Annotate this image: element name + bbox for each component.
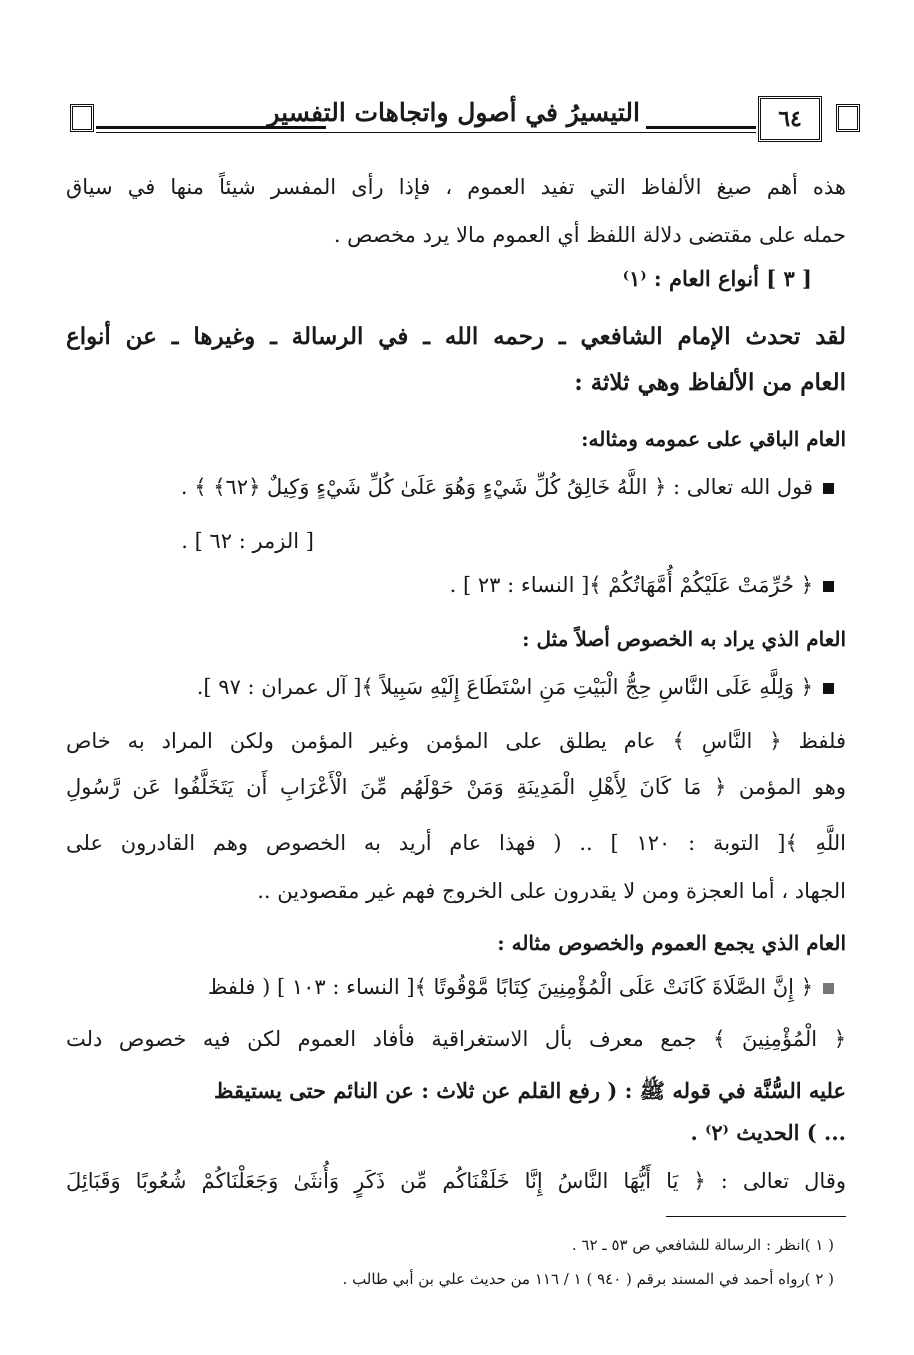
running-header xyxy=(70,96,860,148)
citation: [ الزمر : ٦٢ ] . xyxy=(181,529,314,553)
example-text: ﴿ حُرِّمَتْ عَلَيْكُمْ أُمَّهَاتُكُمْ ﴾[ النساء : ٢٣ ] . xyxy=(449,573,813,597)
example-text: ﴿ وَلِلَّهِ عَلَى النَّاسِ حِجُّ الْبَيْتِ مَنِ اسْتَطَاعَ إِلَيْهِ سَبِيلاً ﴾[ آل عمران : ٩٧ ]. xyxy=(196,675,813,699)
text-line: العام من الألفاظ وهي ثلاثة : xyxy=(574,369,846,396)
header-ornament-right xyxy=(836,104,860,132)
text-line: فلفظ ﴿ النَّاسِ ﴾ عام يطلق على المؤمن وغير المؤمن ولكن المراد به خاص xyxy=(66,729,846,753)
subheading: العام الذي يجمع العموم والخصوص مثاله : xyxy=(497,931,846,955)
example-text: ﴿ إِنَّ الصَّلَاةَ كَانَتْ عَلَى الْمُؤْمِنِينَ كِتَابًا مَّوْقُوتًا ﴾[ النساء : ١٠٣ ] ( فلفظ xyxy=(207,975,813,999)
example-line xyxy=(54,672,834,702)
text-line: اللَّهِ ﴾[ التوبة : ١٢٠ ] .. ( فهذا عام أريد به الخصوص وهم القادرون على xyxy=(66,831,847,855)
header-underline xyxy=(96,132,756,133)
text-line: هذه أهم صيغ الألفاظ التي تفيد العموم ، فإذا رأى المفسر شيئاً منها في سياق xyxy=(66,175,846,199)
example-text: قول الله تعالى : ﴿ اللَّهُ خَالِقُ كُلِّ شَيْءٍ وَهُوَ عَلَىٰ كُلِّ شَيْءٍ وَكِيلٌ ﴿٦٢﴾ ﴾ . xyxy=(180,475,813,499)
square-bullet-icon xyxy=(823,983,834,994)
example-line xyxy=(54,570,834,600)
text-line: لقد تحدث الإمام الشافعي ـ رحمه الله ـ في الرسالة ـ وغيرها ـ عن أنواع xyxy=(66,323,846,350)
text-line: ﴿ الْمُؤْمِنِينَ ﴾ جمع معرف بأل الاستغراقية فأفاد العموم لكن فيه خصوص دلت xyxy=(66,1027,846,1051)
text-line: وهو المؤمن ﴿ مَا كَانَ لِأَهْلِ الْمَدِينَةِ وَمَنْ حَوْلَهُم مِّنَ الْأَعْرَابِ أَن يَتَخَلَّفُوا عَن رَّسُولِ xyxy=(66,775,846,799)
square-bullet-icon xyxy=(823,683,834,694)
footnote: ( ١ )انظر : الرسالة للشافعي ص ٥٣ ـ ٦٢ . xyxy=(571,1236,834,1254)
book-title: التيسيرُ في أصول واتجاهات التفسير xyxy=(267,98,640,127)
text-line: الجهاد ، أما العجزة ومن لا يقدرون على الخروج فهم غير مقصودين .. xyxy=(257,879,846,903)
header-rule xyxy=(646,126,756,129)
footnote-rule xyxy=(666,1216,846,1217)
text-line: ... ) الحديث ⁽٢⁾ . xyxy=(690,1120,846,1145)
header-rule xyxy=(96,126,326,129)
text-line: وقال تعالى : ﴿ يَا أَيُّهَا النَّاسُ إِنَّا خَلَقْنَاكُم مِّن ذَكَرٍ وَأُنثَىٰ وَجَعَلْنَاكُمْ شُعُوبًا وَقَبَائِلَ xyxy=(66,1169,846,1193)
header-ornament-left xyxy=(70,104,94,132)
section-heading: [ ٣ ] أنواع العام : ⁽١⁾ xyxy=(622,266,812,291)
text-line: حمله على مقتضى دلالة اللفظ أي العموم مالا يرد مخصص . xyxy=(333,223,846,247)
subheading: العام الباقي على عمومه ومثاله: xyxy=(581,427,846,451)
text-line: عليه السُّنَّة في قوله ﷺ : ( رفع القلم عن ثلاث : عن النائم حتى يستيقظ xyxy=(214,1078,846,1103)
example-line xyxy=(54,472,834,502)
example-line xyxy=(54,972,834,1002)
page-number: ٦٤ xyxy=(758,96,822,142)
subheading: العام الذي يراد به الخصوص أصلاً مثل : xyxy=(522,627,846,651)
footnote: ( ٢ )رواه أحمد في المسند برقم ( ٩٤٠ ) ١ / ١١٦ من حديث علي بن أبي طالب . xyxy=(342,1270,834,1288)
square-bullet-icon xyxy=(823,483,834,494)
square-bullet-icon xyxy=(823,581,834,592)
